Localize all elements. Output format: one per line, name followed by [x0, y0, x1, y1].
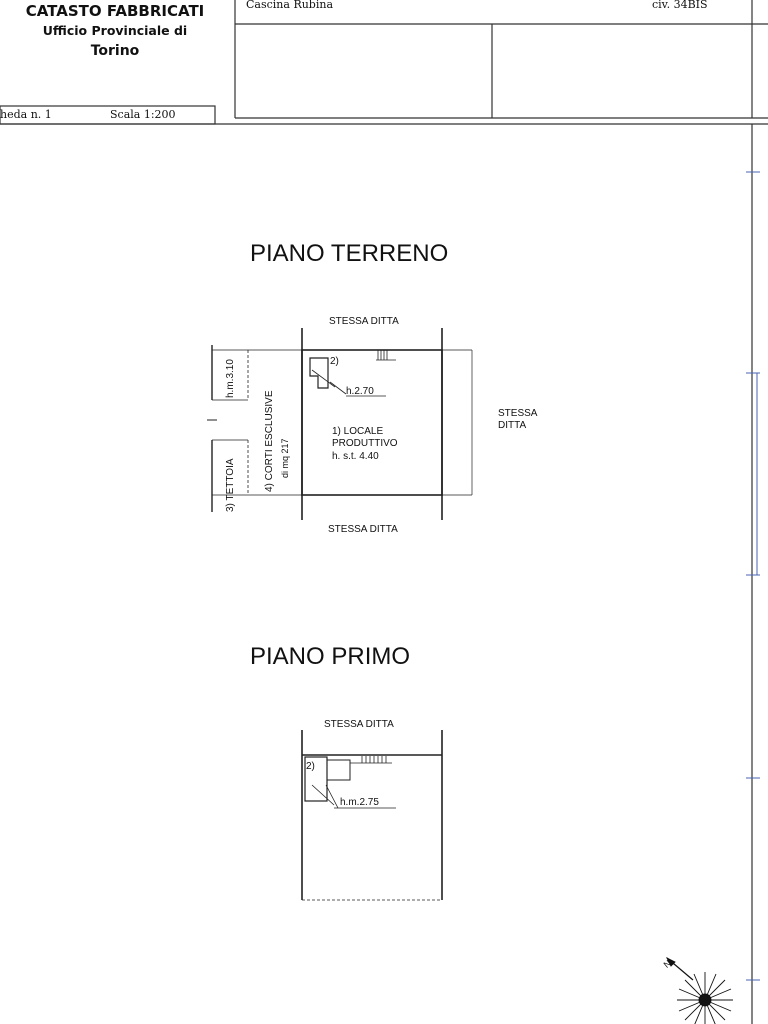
- scale-label: Scala 1:200: [110, 108, 176, 121]
- room1-name-line1: 1) LOCALE: [332, 426, 384, 437]
- civic-number: civ. 34BIS: [652, 0, 708, 11]
- first-room2-number: 2): [306, 761, 315, 772]
- ground-bottom-neighbor: STESSA DITTA: [328, 524, 398, 535]
- sheet-number: heda n. 1: [0, 108, 52, 121]
- ground-right-neighbor-2: DITTA: [498, 420, 527, 431]
- ground-floor-title: PIANO TERRENO: [250, 240, 449, 267]
- ground-top-neighbor: STESSA DITTA: [329, 316, 399, 327]
- first-floor-plan: [302, 730, 442, 900]
- compass-rose-icon: [667, 958, 733, 1024]
- address-label: Cascina Rubina: [246, 0, 334, 11]
- ground-room2-height: h.2.70: [346, 386, 374, 397]
- margin-ticks: [746, 172, 760, 980]
- first-floor-stairs: [350, 756, 392, 763]
- office-label: Ufficio Provinciale di: [42, 23, 188, 38]
- room1-name-line2: PRODUTTIVO: [332, 438, 398, 449]
- courtyard-area: di mq 217: [280, 438, 290, 478]
- register-title: CATASTO FABBRICATI: [25, 2, 205, 20]
- ground-floor-stairs: [376, 350, 396, 360]
- compass-north-label: N: [661, 958, 673, 970]
- ground-floor-plan: [207, 328, 472, 520]
- first-floor-title: PIANO PRIMO: [250, 643, 411, 670]
- ground-room2-number: 2): [330, 356, 339, 367]
- ground-right-neighbor-1: STESSA: [498, 408, 538, 419]
- canopy-height: h.m.3.10: [225, 359, 236, 398]
- first-top-neighbor: STESSA DITTA: [324, 719, 394, 730]
- room1-height: h. s.t. 4.40: [332, 451, 379, 462]
- courtyard-label: 4) CORTI ESCLUSIVE: [264, 390, 275, 492]
- canopy-label: 3) TETTOIA: [225, 458, 236, 512]
- first-room2-height: h.m.2.75: [340, 797, 379, 808]
- city-label: Torino: [90, 43, 140, 59]
